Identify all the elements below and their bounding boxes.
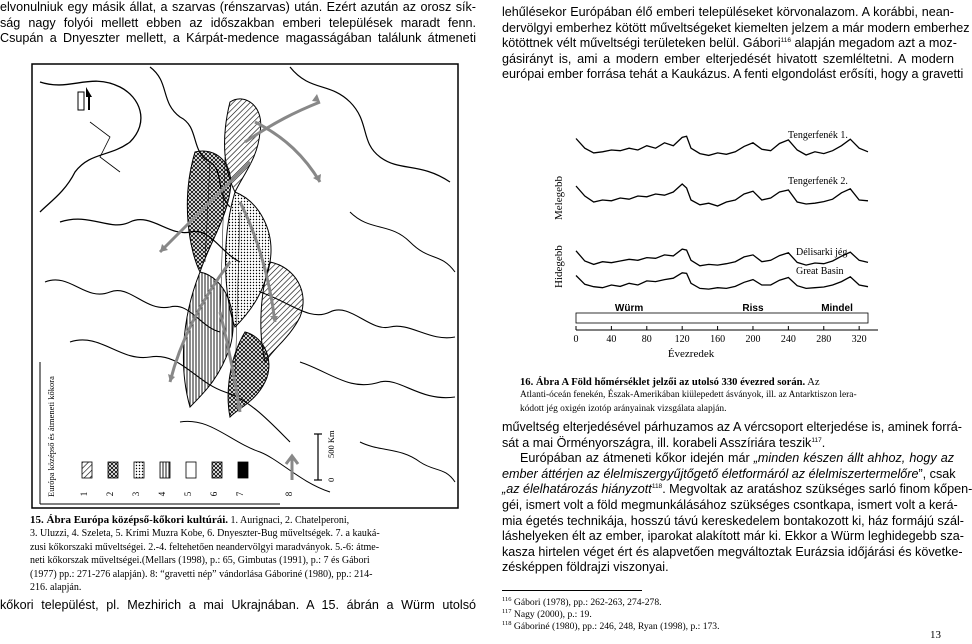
legend-swatch [134, 462, 144, 478]
legend-number: 3 [131, 491, 141, 497]
europe-map [30, 62, 460, 510]
legend-swatch [160, 462, 170, 478]
text-line: Csupán a Dnyeszter mellett, a Kárpát-medence magasságában találunk átmeneti [0, 31, 476, 46]
footnote: $^{116}$ Gábori (1978), pp.: 262-263, 274-278. [502, 595, 662, 608]
text-line: lehűlésekor Európában élő emberi településeket körvonalazom. A korábbi, nean- [502, 5, 954, 19]
text-line: műveltség elterjedésével párhuzamos az A vércsoport elterjedése is, aminek forrá- [502, 420, 962, 434]
text-line: dervölgyi emberhez kötött műveltségeket kiemelten jelzem a már modern emberhez [502, 20, 970, 35]
period-label: Riss [742, 303, 764, 314]
text-line: „az élelhatározás hiányzott$^{118}$. Megvoltak az aratáshoz szükséges sarló finom kőpen- [502, 482, 972, 497]
scale-zero: 0 [326, 477, 336, 482]
text-line: kötöttnek vélt műveltségi területeken belül. Gábori$^{116}$ alapján megadom azt a moz- [502, 36, 957, 51]
period-label: Würm [614, 303, 644, 314]
y-label-cold: Hidegebb [553, 245, 565, 288]
left-bottom-text [0, 598, 476, 614]
legend-number: 7 [235, 491, 245, 497]
legend-number: 1 [79, 491, 89, 497]
text-line: európai ember forrása tehát a Kaukázus. A fenti elgondolást erősíti, hogy a gravetti [502, 67, 964, 82]
text-line: elvonulniuk egy másik állat, a szarvas (rénszarvas) után. Ezért azután az orosz sík- [0, 0, 476, 14]
legend-number: 6 [209, 491, 219, 497]
x-tick-label: 120 [674, 334, 690, 345]
legend-swatch [212, 462, 222, 478]
footnote: $^{117}$ Nagy (2000), p.: 19. [502, 607, 592, 620]
caption-line: 216. alapján. [30, 582, 82, 594]
x-tick-label: 280 [816, 334, 832, 345]
temperature-chart [553, 118, 886, 378]
legend-swatch [108, 462, 118, 478]
x-tick-label: 40 [606, 334, 617, 345]
series-label: Tengerfenék 2. [788, 176, 848, 187]
text-line: mia égetés technikája, hosszú távú kereskedelem bontakozott ki, ház formájú szál- [502, 513, 965, 528]
europe-map-figure [30, 62, 460, 510]
legend-number: 8 [284, 491, 294, 497]
text-line: Európában az átmeneti kőkor idején már „minden készen állt ahhoz, hogy az [520, 451, 954, 466]
period-band [576, 313, 868, 323]
text-line: ság nagy folyói mellett ebben az időszakban emberi települések maradt fenn. [0, 15, 476, 30]
series-label: Délisarki jég [796, 247, 848, 258]
x-tick-label: 320 [851, 334, 867, 345]
x-tick-label: 80 [641, 334, 652, 345]
text-line: kasza hirtelen véget ért és alapvetően megváltoztak Eurázsia időjárási és követke- [502, 544, 963, 559]
scale-label: 500 Km [326, 430, 336, 458]
text-line: ember áttérjen az élelmiszergyűjtőgető életformáról az élelmiszertermelőre”, csak [502, 466, 956, 481]
left-top-text [0, 0, 476, 47]
legend-swatch [186, 462, 196, 478]
text-line: gásirányt is, ami a modern ember elterjedését hivatott szemléltetni. A modern [502, 51, 954, 66]
period-label: Mindel [821, 303, 853, 314]
fig16-caption [520, 376, 954, 416]
temperature-chart-svg [553, 118, 886, 378]
x-tick-label: 160 [710, 334, 726, 345]
legend-swatch [238, 462, 248, 478]
text-line: géi, ismert volt a föld megmunkálásához szükséges csontkapa, ismert volt a kerá- [502, 497, 958, 512]
fig15-caption [30, 514, 470, 594]
footnote-ref[interactable]: 118 [651, 483, 663, 491]
caption-line: 15. Ábra Európa középső-kőkori kultúrái. 1. Aurignaci, 2. Chatelperoni, [30, 514, 350, 526]
caption-line: (1977) pp.: 271-276 alapján). 8: “gravetti nép” vándorlása Gáboriné (1980), pp.: 214- [30, 568, 373, 580]
legend-title: Európa középső és átmeneti kőkora [46, 376, 56, 497]
caption-line: kódott jég oxigén izotóp arányainak vizsgálata alapján. [520, 403, 727, 414]
caption-line: Atlanti-óceán fenekén, Észak-Amerikában kiülepedett ásványok, ill. az Antarktiszon lera- [520, 390, 857, 401]
legend-number: 2 [105, 491, 115, 497]
footnote-ref[interactable]: 117 [811, 436, 822, 444]
footnote-ref[interactable]: 116 [780, 37, 791, 44]
legend-number: 5 [183, 491, 193, 497]
caption-line: zusi kőkorszaki műveltségei. 2.-4. feltehetően neandervölgyi maradványok. 5.-6: átme- [30, 541, 380, 553]
series-label: Great Basin [796, 266, 844, 277]
caption-line: 16. Ábra A Föld hőmérséklet jelzői az utolsó 330 évezred során. Az [520, 377, 820, 388]
footnote-separator [502, 590, 642, 591]
text-line: sát a mai Örményországra, ill. korabeli Asszíriára teszik$^{117}$. [502, 435, 826, 450]
footnotes [502, 597, 954, 633]
footnote: $^{118}$ Gáboriné (1980), pp.: 246, 248, Ryan (1998), p.: 173. [502, 619, 720, 632]
x-axis-label: Évezredek [667, 348, 715, 360]
x-tick-label: 240 [780, 334, 796, 345]
x-tick-label: 200 [745, 334, 761, 345]
text-line: láshelyeken élt az ember, iparokat alakított már ki. Ekkor a Würm leghidegebb sza- [502, 529, 964, 544]
right-body-text [502, 420, 972, 576]
series-label: Tengerfenék 1. [788, 130, 848, 141]
caption-line: neti kőkorszak műveltségei.(Mellars (1998), p.: 65, Gimbutas (1991), p.: 7 és Gábori [30, 555, 370, 567]
legend-swatch [82, 462, 92, 478]
text-line: zésképpen földrajzi viszonyai. [502, 560, 669, 575]
page-number: 13 [930, 629, 941, 641]
y-label-warm: Melegebb [553, 176, 565, 220]
text-line: kőkori települést, pl. Mezhirich a mai Ukrajnában. A 15. ábrán a Würm utolsó [0, 598, 476, 612]
right-top-text [502, 5, 970, 83]
x-tick-label: 0 [573, 334, 579, 345]
legend-number: 4 [157, 491, 167, 497]
caption-line: 3. Uluzzi, 4. Szeleta, 5. Krími Muzra Kobe, 6. Dnyeszter-Bug műveltségek. 7. a kauká- [30, 528, 380, 540]
